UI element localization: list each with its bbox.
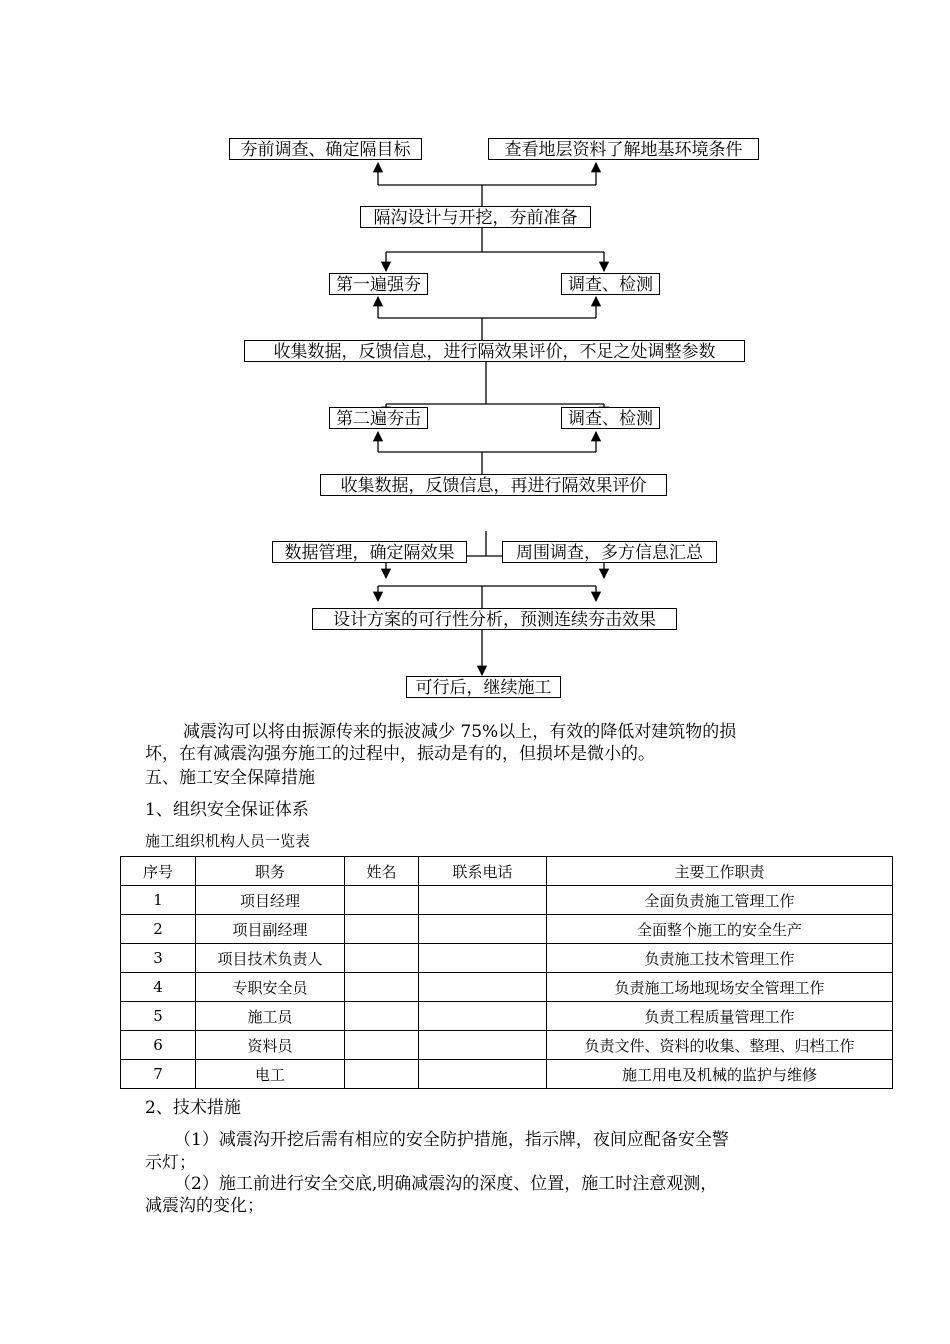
- header-role: 职务: [196, 857, 345, 886]
- cell-role: 施工员: [196, 1002, 345, 1031]
- table-row: [121, 973, 893, 1002]
- header-duty: 主要工作职责: [547, 857, 893, 886]
- flow-box-data-management: 数据管理，确定隔效果: [272, 541, 467, 563]
- cell-duty: 负责施工技术管理工作: [547, 944, 893, 973]
- cell-no: 4: [121, 973, 196, 1002]
- cell-phone: [419, 973, 547, 1002]
- cell-phone: [419, 886, 547, 915]
- cell-phone: [419, 915, 547, 944]
- cell-no: 6: [121, 1031, 196, 1060]
- cell-name: [345, 886, 419, 915]
- staff-table: [120, 856, 893, 1089]
- flow-box-continue: 可行后，继续施工: [406, 676, 561, 698]
- flow-box-pre-survey: 夯前调查、确定隔目标: [229, 138, 422, 160]
- cell-duty: 负责施工场地现场安全管理工作: [547, 973, 893, 1002]
- header-no: 序号: [121, 857, 196, 886]
- header-name: 姓名: [345, 857, 419, 886]
- section-heading: 五、施工安全保障措施: [145, 768, 315, 788]
- cell-no: 5: [121, 1002, 196, 1031]
- cell-role: 项目副经理: [196, 915, 345, 944]
- cell-role: 项目技术负责人: [196, 944, 345, 973]
- paragraph-line: （1）减震沟开挖后需有相应的安全防护措施，指示牌，夜间应配备安全警: [174, 1130, 729, 1150]
- paragraph-line: 坏，在有减震沟强夯施工的过程中，振动是有的，但损坏是微小的。: [145, 744, 655, 764]
- table-caption: 施工组织机构人员一览表: [145, 832, 311, 850]
- cell-no: 1: [121, 886, 196, 915]
- subsection-heading: 1、组织安全保证体系: [145, 800, 309, 820]
- cell-role: 电工: [196, 1060, 345, 1089]
- flow-box-first-compaction: 第一遍强夯: [329, 273, 428, 295]
- table-row: [121, 1002, 893, 1031]
- cell-name: [345, 1031, 419, 1060]
- paragraph-line: 示灯；: [145, 1153, 196, 1173]
- cell-name: [345, 944, 419, 973]
- flow-box-survey-2: 调查、检测: [561, 407, 660, 429]
- paragraph-line: （2）施工前进行安全交底,明确减震沟的深度、位置，施工时注意观测，: [174, 1174, 718, 1194]
- cell-duty: 施工用电及机械的监护与维修: [547, 1060, 893, 1089]
- table-row: [121, 886, 893, 915]
- cell-duty: 全面负责施工管理工作: [547, 886, 893, 915]
- flow-box-info-summary: 周围调查，多方信息汇总: [502, 541, 717, 563]
- cell-role: 专职安全员: [196, 973, 345, 1002]
- cell-phone: [419, 1060, 547, 1089]
- cell-role: 资料员: [196, 1031, 345, 1060]
- cell-no: 7: [121, 1060, 196, 1089]
- cell-name: [345, 915, 419, 944]
- cell-name: [345, 973, 419, 1002]
- cell-no: 3: [121, 944, 196, 973]
- cell-phone: [419, 1002, 547, 1031]
- subsection-heading: 2、技术措施: [145, 1098, 241, 1118]
- flow-box-trench-design: 隔沟设计与开挖，夯前准备: [360, 206, 591, 228]
- cell-phone: [419, 1031, 547, 1060]
- paragraph-line: 减震沟可以将由振源传来的振波减少 75%以上，有效的降低对建筑物的损: [183, 722, 737, 742]
- cell-no: 2: [121, 915, 196, 944]
- cell-name: [345, 1002, 419, 1031]
- cell-phone: [419, 944, 547, 973]
- cell-name: [345, 1060, 419, 1089]
- table-row: [121, 944, 893, 973]
- paragraph-line: 减震沟的变化；: [145, 1196, 264, 1216]
- table-row: [121, 915, 893, 944]
- flow-box-data-feedback-1: 收集数据，反馈信息，进行隔效果评价，不足之处调整参数: [244, 340, 745, 362]
- table-header-row: [121, 857, 893, 886]
- flow-box-geology-review: 查看地层资料了解地基环境条件: [488, 138, 759, 160]
- cell-duty: 全面整个施工的安全生产: [547, 915, 893, 944]
- flow-box-survey-1: 调查、检测: [561, 273, 660, 295]
- flow-box-second-compaction: 第二遍夯击: [329, 407, 428, 429]
- flow-box-data-feedback-2: 收集数据，反馈信息，再进行隔效果评价: [320, 474, 667, 496]
- table-row: [121, 1060, 893, 1089]
- cell-duty: 负责工程质量管理工作: [547, 1002, 893, 1031]
- cell-duty: 负责文件、资料的收集、整理、归档工作: [547, 1031, 893, 1060]
- table-row: [121, 1031, 893, 1060]
- header-phone: 联系电话: [419, 857, 547, 886]
- cell-role: 项目经理: [196, 886, 345, 915]
- flow-box-feasibility: 设计方案的可行性分析，预测连续夯击效果: [312, 608, 677, 630]
